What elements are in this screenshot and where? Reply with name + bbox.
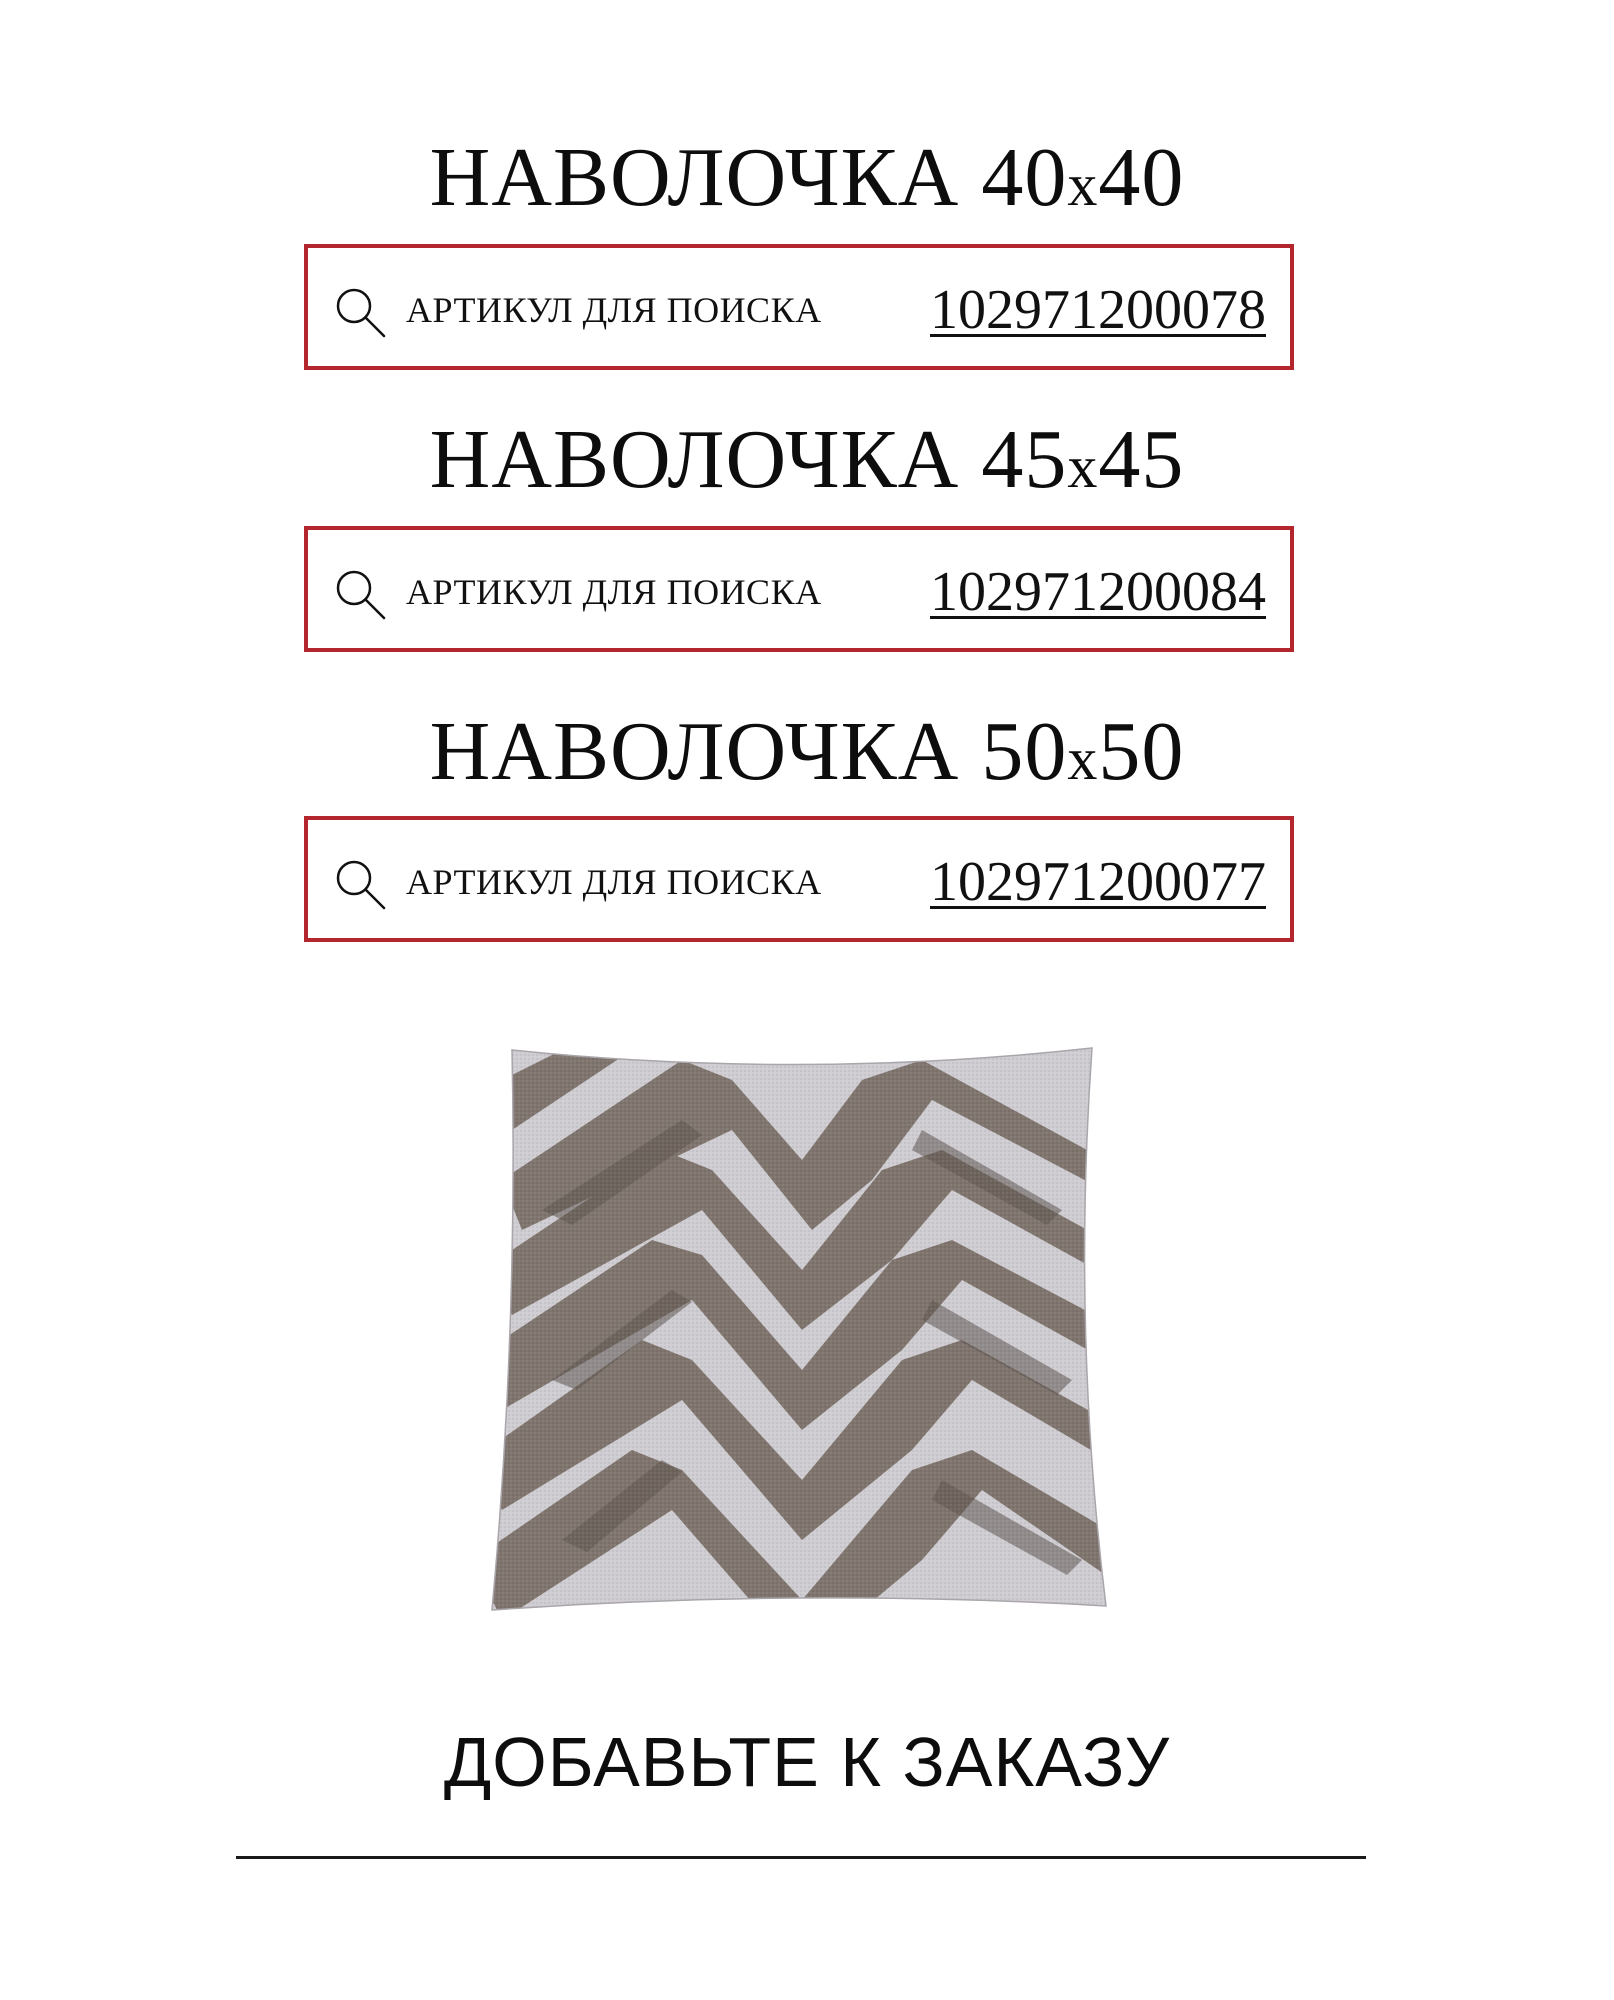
size-height: 50: [1098, 705, 1185, 798]
divider-line: [236, 1856, 1366, 1859]
product-title-40: [0, 131, 1614, 227]
product-name: НАВОЛОЧКА: [429, 413, 960, 506]
add-to-order-heading: ДОБАВЬТЕ К ЗАКАЗУ: [443, 1723, 1171, 1801]
search-icon: [332, 284, 388, 340]
size-width: 40: [981, 131, 1068, 224]
article-number-link[interactable]: 102971200084: [930, 561, 1266, 623]
product-title-50: [0, 705, 1614, 801]
article-box-50[interactable]: [304, 816, 1294, 942]
pillow-image: [482, 1040, 1122, 1620]
size-separator: x: [1067, 152, 1099, 218]
article-number-link[interactable]: 102971200077: [930, 851, 1266, 913]
size-separator: x: [1067, 434, 1099, 500]
product-title-45: [0, 413, 1614, 509]
article-number-link[interactable]: 102971200078: [930, 279, 1266, 341]
zebra-pillow-illustration: [482, 1040, 1122, 1620]
size-height: 45: [1098, 413, 1185, 506]
size-separator: x: [1067, 726, 1099, 792]
article-box-40[interactable]: [304, 244, 1294, 370]
article-label: АРТИКУЛ ДЛЯ ПОИСКА: [406, 290, 822, 330]
size-width: 45: [981, 413, 1068, 506]
search-icon: [332, 856, 388, 912]
article-label: АРТИКУЛ ДЛЯ ПОИСКА: [406, 862, 822, 902]
size-height: 40: [1098, 131, 1185, 224]
article-label: АРТИКУЛ ДЛЯ ПОИСКА: [406, 572, 822, 612]
product-name: НАВОЛОЧКА: [429, 705, 960, 798]
article-box-45[interactable]: [304, 526, 1294, 652]
product-name: НАВОЛОЧКА: [429, 131, 960, 224]
size-width: 50: [981, 705, 1068, 798]
search-icon: [332, 566, 388, 622]
